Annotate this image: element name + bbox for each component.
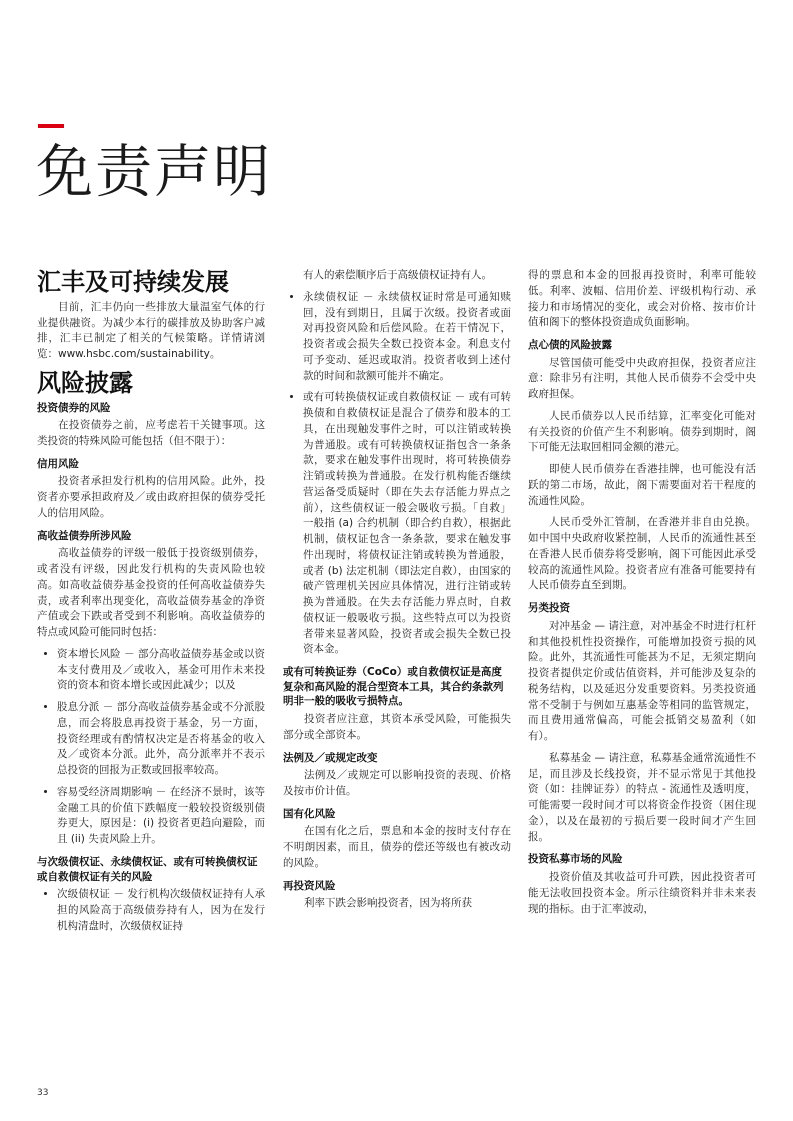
dim-sum-text: 尽管国债可能受中央政府担保，投资者应注意：除非另有注明，其他人民币债券不会受中央政府担保。	[528, 356, 756, 401]
list-item: • 股息分派 － 部分高收益债券基金或不分派股息，而会将股息再投资于基金，另一方面，投资经理或有酌情权决定是否将基金的收入及／或资本分派。此外，高分派率并不表示总投资的回报为正数或回报率较高。	[57, 700, 265, 779]
hsbc-sustainability-text: 目前，汇丰仍向一些排放大量温室气体的行业提供融资。为减少本行的碳排放及协助客户减排，汇丰已制定了相关的气候策略。详情请浏览：www.hsbc.com/sustainability。	[37, 300, 265, 361]
alternative-investment-heading: 另类投资	[528, 602, 570, 615]
list-item: • 次级债权证 － 发行机构次级债权证持有人承担的风险高于高级债券持有人，因为在发行机构清盘时，次级债权证持	[57, 887, 265, 934]
dim-sum-text: 即使人民币债券在香港挂牌，也可能没有活跃的第二市场，故此，阁下需要面对若干程度的流通性风险。	[528, 463, 756, 507]
subordinated-risk-heading: 与次级债权证、永续债权证、或有可转换债权证或自救债权证有关的风险	[37, 855, 258, 883]
nationalisation-heading: 国有化风险	[283, 807, 336, 820]
high-yield-heading: 高收益债券所涉风险	[37, 529, 132, 542]
reinvestment-continued-text: 得的票息和本金的回报再投资时，利率可能较低。利率、波幅、信用价差、评级机构行动、承接力和市场情况的变化，或会对价格、按市价计值和阁下的整体投资造成负面影响。	[528, 269, 756, 329]
bond-risk-heading: 投资债券的风险	[37, 401, 111, 414]
reinvestment-text: 利率下跌会影响投资者，因为将所获	[304, 897, 472, 910]
bond-risk-text: 在投资债券之前，应考虑若干关键事项。这类投资的特殊风险可能包括（但不限于）：	[37, 419, 265, 448]
dim-sum-text: 人民币受外汇管制，在香港并非自由兑换。如中国中央政府收紧控制，人民币的流通性甚至在香港人民币债券将受影响，阁下可能因此承受较高的流通性风险。投资者应有准备可能要持有人民币债券直至到期。	[528, 516, 756, 592]
risk-disclosure-heading: 风险披露	[37, 368, 133, 397]
hsbc-sustainability-heading: 汇丰及可持续发展	[37, 268, 229, 296]
column-1	[37, 268, 265, 941]
page-title: 免责声明	[36, 139, 272, 205]
dim-sum-bond-heading: 点心债的风险披露	[528, 339, 612, 351]
nationalisation-text: 在国有化之后，票息和本金的按时支付存在不明朗因素，而且，债券的偿还等级也有被改动的风险。	[283, 825, 511, 869]
list-item: • 永续债权证 － 永续债权证时常是可通知赎回，没有到期日，且属于次级。投资者或面对再投资风险和后偿风险。在若干情况下，投资者或会损失全数已投资本金。利息支付可予变动、延迟或取消。投资者收到上述付款的时间和款额可能并不确定。	[303, 290, 511, 385]
private-market-text: 投资价值及其收益可升可跌，因此投资者可能无法收回投资本金。所示往绩资料并非未来表现的指标。由于汇率波动，	[528, 871, 756, 915]
coco-heading: 或有可转换证券（CoCo）或自救债权证是高度复杂和高风险的混合型资本工具，其合约条款列明非一般的吸收亏损特点。	[283, 666, 504, 708]
list-item: • 容易受经济周期影响 － 在经济不景时，该等金融工具的价值下跌幅度一般较投资级别债券更大，原因是：(i) 投资者更趋向避险，而且 (ii) 失责风险上升。	[57, 785, 265, 848]
debenture-list	[283, 290, 511, 658]
page-number: 33	[37, 1088, 49, 1098]
high-yield-list	[37, 647, 265, 848]
private-equity-text: 私募基金 — 请注意，私募基金通常流通性不足，而且涉及长线投资，并不显示常见于其他投资（如：挂牌证券）的特点 - 流通性及透明度，可能需要一段时间才可以将资金作投资（困住现金），以及在最初的亏损后要一段时间才产生回报。	[528, 751, 756, 843]
subordinated-list	[37, 887, 265, 934]
high-yield-text: 高收益债券的评级一般低于投资级别债券，或者没有评级，因此发行机构的失责风险也较高。如高收益债券基金投资的任何高收益债券失责，或者利率出现变化，高收益债券基金的净资产值或会下跌或者受到不利影响。高收益债券的特点或风险可能同时包括：	[37, 547, 265, 639]
accent-bar	[38, 124, 64, 128]
subordinated-continued-text: 有人的索偿顺序后于高级债权证持有人。	[303, 269, 492, 281]
hedge-fund-text: 对冲基金 — 请注意，对冲基金不时进行杠杆和其他投机性投资操作，可能增加投资亏损的风险。此外，其流通性可能甚为不足，无须定期向投资者提供定价或估值资料，并可能涉及复杂的税务结构，以及延迟分发重要资料。另类投资通常不受制于与例如互惠基金等相同的监管规定，而且费用通常偏高，可能会抵销交易盈利（如有）。	[528, 619, 756, 743]
column-3	[528, 268, 756, 923]
coco-text: 投资者应注意，其资本承受风险，可能损失部分或全部资本。	[283, 713, 511, 741]
private-market-heading: 投资私募市场的风险	[528, 853, 623, 866]
list-item: • 资本增长风险 － 部分高收益债券基金或以资本支付费用及／或收入，基金可用作未来投资的资本和资本增长或因此减少；以及	[57, 647, 265, 694]
law-change-text: 法例及／或规定可以影响投资的表现、价格及按市价计值。	[283, 769, 511, 797]
law-change-heading: 法例及／或规定改变	[283, 751, 378, 764]
list-item: • 或有可转换债权证或自救债权证 － 或有可转换债和自救债权证是混合了债券和股本的工具，在出现触发事件之时，可以注销或转换为普通股。或有可转换债权证指包含一条条款，要求在触发事件出现时，将可转换债券注销或转换为普通股。在发行机构能否继续营运备受质疑时（即在失去存活能力界点之前），这些债权证一般会吸收亏损。「自救」一般指 (a) 合约机制（即合约自救），根据此机制，债权证包含一条条款，要求在触发事件出现时，将债权证注销或转换为普通股，或者 (b) 法定机制（即法定自救），由国家的破产管理机关因应具体情况，进行注销或转换为普通股。在失去存活能力界点时，自救债权证一般吸收亏损。这些特点可以为投资者带来显著风险，投资者或会损失全数已投资本金。	[303, 390, 511, 658]
reinvestment-heading: 再投资风险	[283, 879, 336, 892]
column-2	[283, 268, 511, 918]
credit-risk-text: 投资者承担发行机构的信用风险。此外，投资者亦要承担政府及／或由政府担保的债券受托人的信用风险。	[37, 475, 265, 519]
dim-sum-text: 人民币债券以人民币结算，汇率变化可能对有关投资的价值产生不利影响。债券到期时，阁下可能无法取回相同金额的港元。	[528, 409, 756, 454]
credit-risk-heading: 信用风险	[37, 457, 79, 470]
